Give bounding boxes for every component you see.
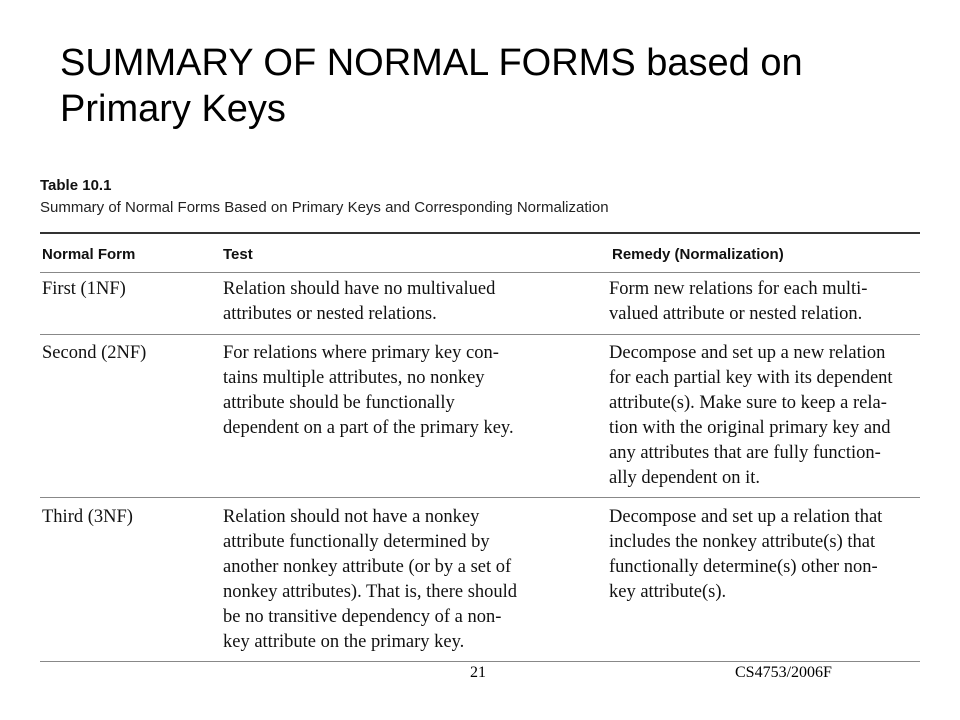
slide-title-line-2: Primary Keys [60, 88, 286, 130]
header-divider [40, 272, 920, 273]
row-2-remedy-line: tion with the original primary key and [609, 418, 891, 438]
table-label: Table 10.1 [40, 177, 112, 194]
column-header-test: Test [223, 246, 253, 263]
row-3-test [223, 505, 517, 655]
row-1-remedy-line: Form new relations for each multi- [609, 279, 868, 299]
row-3-remedy-line: includes the nonkey attribute(s) that [609, 532, 876, 552]
row-3-test-line: be no transitive dependency of a non- [223, 607, 502, 627]
row-3-remedy [609, 505, 882, 605]
row-2-remedy-line: Decompose and set up a new relation [609, 343, 886, 363]
row-divider [40, 497, 920, 498]
row-3-remedy-line: functionally determine(s) other non- [609, 557, 878, 577]
slide-title [60, 40, 920, 132]
row-2-test-line: For relations where primary key con- [223, 343, 499, 363]
row-2-test-line: attribute should be functionally [223, 393, 455, 413]
row-2-remedy-line: ally dependent on it. [609, 468, 761, 488]
row-3-test-line: key attribute on the primary key. [223, 632, 465, 652]
row-1-test [223, 277, 495, 327]
row-3-test-line: Relation should not have a nonkey [223, 507, 480, 527]
row-1-remedy [609, 277, 867, 327]
row-1-test-line: attributes or nested relations. [223, 304, 437, 324]
row-2-remedy-line: for each partial key with its dependent [609, 368, 893, 388]
row-2-test-line: dependent on a part of the primary key. [223, 418, 514, 438]
row-2-remedy-line: attribute(s). Make sure to keep a rela- [609, 393, 887, 413]
slide-title-line-1: SUMMARY OF NORMAL FORMS based on [60, 42, 803, 84]
row-3-normal-form: Third (3NF) [42, 507, 133, 527]
row-divider [40, 334, 920, 335]
row-2-test [223, 341, 514, 441]
row-2-remedy-line: any attributes that are fully function- [609, 443, 881, 463]
course-label: CS4753/2006F [735, 664, 832, 681]
row-3-test-line: attribute functionally determined by [223, 532, 490, 552]
row-2-normal-form: Second (2NF) [42, 343, 147, 363]
row-2-remedy [609, 341, 893, 491]
row-1-test-line: Relation should have no multivalued [223, 279, 496, 299]
column-header-remedy: Remedy (Normalization) [612, 246, 784, 263]
row-1-normal-form: First (1NF) [42, 279, 126, 299]
table-top-rule [40, 232, 920, 234]
row-3-test-line: nonkey attributes). That is, there should [223, 582, 518, 602]
row-3-test-line: another nonkey attribute (or by a set of [223, 557, 512, 577]
row-2-test-line: tains multiple attributes, no nonkey [223, 368, 485, 388]
page-number: 21 [470, 664, 486, 681]
row-1-remedy-line: valued attribute or nested relation. [609, 304, 863, 324]
column-header-normal-form: Normal Form [42, 246, 136, 263]
table-caption: Summary of Normal Forms Based on Primary Keys and Corresponding Normalization [40, 199, 609, 216]
row-3-remedy-line: key attribute(s). [609, 582, 727, 602]
row-3-remedy-line: Decompose and set up a relation that [609, 507, 883, 527]
table-bottom-rule [40, 661, 920, 662]
